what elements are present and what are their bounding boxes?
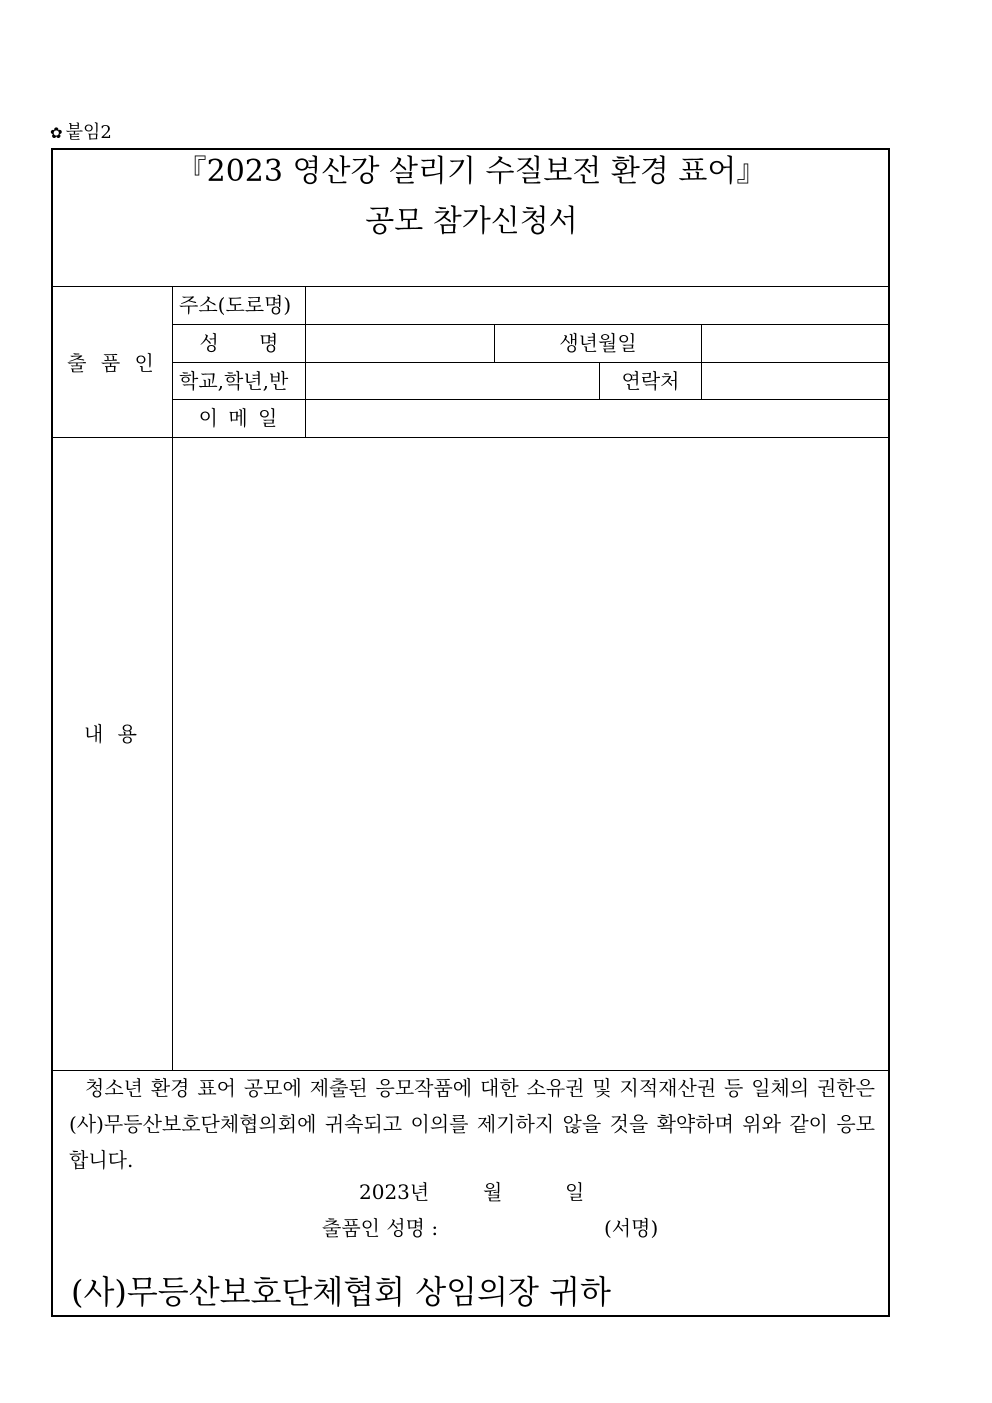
email-field[interactable]: [306, 400, 890, 437]
contact-field[interactable]: [702, 363, 890, 399]
name-field[interactable]: [306, 325, 494, 362]
pledge-text: 청소년 환경 표어 공모에 제출된 응모작품에 대한 소유권 및 지적재산권 등 일체의 권한은 (사)무등산보호단체협의회에 귀속되고 이의를 제기하지 않을 것을 확약하며 위와 같이 응모합니다.: [69, 1076, 875, 1172]
date-month-label: 월: [483, 1180, 503, 1204]
name-label: 성 명: [199, 331, 279, 355]
birthdate-field[interactable]: [702, 325, 890, 362]
address-field[interactable]: [306, 287, 890, 324]
attachment-label: [50, 121, 112, 145]
school-label: 학교,학년,반: [179, 369, 289, 393]
content-heading: 내 용: [84, 722, 141, 746]
addressee: (사)무등산보호단체협회 상임의장 귀하: [71, 1273, 611, 1311]
email-label: 이 메 일: [198, 406, 280, 430]
address-label: 주소(도로명): [179, 293, 292, 317]
form-subtitle: 공모 참가신청서: [365, 204, 578, 239]
school-field[interactable]: [306, 363, 599, 399]
date-year: 2023년: [359, 1180, 430, 1204]
content-field[interactable]: [173, 439, 889, 1069]
divider-applicant-bottom: [53, 437, 890, 438]
flower-icon: ✿: [50, 124, 63, 142]
attachment-text: 붙임2: [65, 122, 112, 143]
signature-label: 출품인 성명 :: [322, 1216, 439, 1240]
applicant-heading: 출 품 인: [67, 351, 158, 375]
birthdate-label: 생년월일: [559, 331, 637, 355]
application-form: [51, 148, 890, 1317]
signature-mark: (서명): [604, 1216, 659, 1240]
date-day-label: 일: [565, 1180, 585, 1204]
contact-label: 연락처: [621, 369, 680, 393]
form-title: 『2023 영산강 살리기 수질보전 환경 표어』: [176, 154, 767, 189]
